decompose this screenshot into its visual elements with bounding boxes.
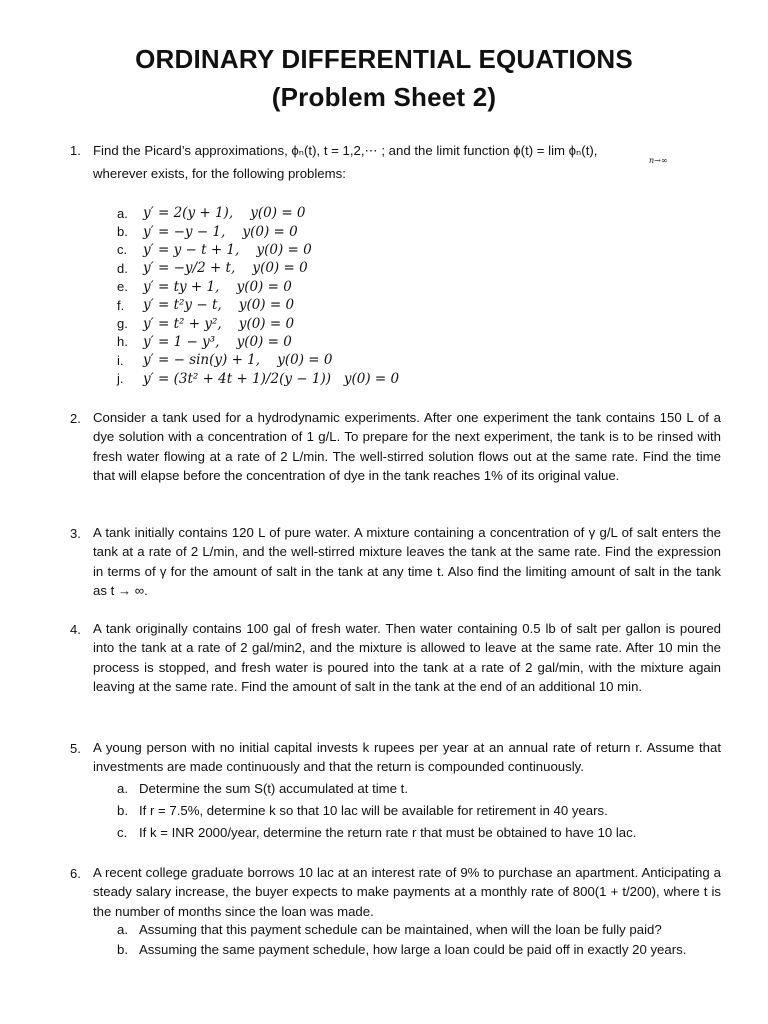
equation-expression: y′ = y − t + 1, y(0) = 0 [143, 241, 312, 258]
equation-expression: y′ = t² + y², y(0) = 0 [143, 315, 295, 332]
item-text: If r = 7.5%, determine k so that 10 lac will be available for retirement in 40 years. [139, 803, 608, 818]
page-subtitle: (Problem Sheet 2) [271, 82, 497, 112]
equation-label: h. [117, 334, 128, 350]
item-label: a. [117, 922, 128, 937]
problem-2-text: Consider a tank used for a hydrodynamic experiments. After one experiment the tank contains 150 L of a dye solution with a concentration of 1 g/L. To prepare for the next experiment, the tank is to be rinsed with fresh water flowing at a rate of 2 L/min. The well-stirred solution flows out at the same rate. Find the time that will elapse before the concentration of dye in the tank reaches 1% of its original value. [93, 410, 721, 483]
equation-label: d. [117, 260, 128, 276]
item-label: c. [117, 825, 128, 840]
limit-subscript: n→∞ [649, 156, 668, 165]
equation-label: e. [117, 279, 128, 295]
equation-item [117, 278, 399, 296]
problem-5-text: A young person with no initial capital invests k rupees per year at an annual rate of return r. Assume that investments are made continuously and that the return is compounded continuously. [93, 740, 721, 775]
item-label: a. [117, 781, 128, 796]
problem-1-line1-text: Find the Picard’s approximations, ϕₙ(t), t = 1,2,⋯ ; and the limit function ϕ(t) = lim ϕₙ(t), [93, 143, 598, 158]
problem-6-item [117, 942, 686, 957]
equation-expression: y′ = 2(y + 1), y(0) = 0 [143, 205, 306, 222]
item-text: Assuming the same payment schedule, how large a loan could be paid off in exactly 20 years. [139, 942, 687, 957]
item-text: If k = INR 2000/year, determine the return rate r that must be obtained to have 10 lac. [139, 825, 637, 840]
problem-1-equation-list [117, 204, 399, 388]
equation-expression: y′ = ty + 1, y(0) = 0 [143, 278, 292, 295]
item-label: b. [117, 942, 128, 957]
equation-expression: y′ = −y/2 + t, y(0) = 0 [143, 260, 308, 277]
problem-5-item [117, 781, 408, 796]
equation-item [117, 314, 399, 332]
problem-5-item [117, 803, 608, 818]
problem-1-number: 1. [70, 143, 81, 158]
equation-label: b. [117, 224, 128, 240]
problem-2-number: 2. [70, 411, 81, 426]
problem-4-text: A tank originally contains 100 gal of fresh water. Then water containing 0.5 lb of salt per gallon is poured into the tank at a rate of 2 gal/min2, and the mixture is allowed to leave at the same rate. After 10 min the process is stopped, and fresh water is poured into the tank at a rate of 2 gal/min, with the mixture again leaving at the same rate. Find the amount of salt in the tank at the end of an additional 10 min. [93, 621, 721, 694]
equation-item [117, 333, 399, 351]
equation-expression: y′ = 1 − y³, y(0) = 0 [143, 333, 292, 350]
problem-6-item [117, 922, 662, 937]
item-label: b. [117, 803, 128, 818]
equation-item [117, 241, 399, 259]
equation-expression: y′ = − sin(y) + 1, y(0) = 0 [143, 352, 333, 369]
equation-item [117, 222, 399, 240]
problem-1-line1 [93, 141, 721, 160]
equation-expression: y′ = t²y − t, y(0) = 0 [143, 297, 295, 314]
problem-5-number: 5. [70, 741, 81, 756]
page-title: ORDINARY DIFFERENTIAL EQUATIONS [135, 44, 633, 74]
equation-label: a. [117, 205, 128, 221]
equation-label: g. [117, 316, 128, 332]
item-text: Determine the sum S(t) accumulated at time t. [139, 781, 408, 796]
equation-item [117, 296, 399, 314]
equation-expression: y′ = −y − 1, y(0) = 0 [143, 223, 298, 240]
equation-item [117, 204, 399, 222]
problem-3-text: A tank initially contains 120 L of pure water. A mixture containing a concentration of γ g/L of salt enters the tank at a rate of 2 L/min, and the well-stirred mixture leaves the tank at the same rate. Find the expression in terms of γ for the amount of salt in the tank at any time t. Also find the limiting amount of salt in the tank as t → ∞. [93, 525, 721, 598]
equation-expression: y′ = (3t² + 4t + 1)/2(y − 1)) y(0) = 0 [143, 370, 400, 387]
equation-label: j. [117, 371, 124, 387]
problem-5-item [117, 825, 636, 840]
problem-4-number: 4. [70, 622, 81, 637]
equation-item [117, 370, 399, 388]
equation-label: c. [117, 242, 128, 258]
problem-6-number: 6. [70, 866, 81, 881]
problem-1-line2: wherever exists, for the following problems: [93, 166, 346, 181]
equation-label: i. [117, 352, 124, 368]
equation-label: f. [117, 297, 125, 313]
equation-item [117, 259, 399, 277]
problem-3-number: 3. [70, 526, 81, 541]
equation-item [117, 351, 399, 369]
item-text: Assuming that this payment schedule can be maintained, when will the loan be fully paid? [139, 922, 662, 937]
problem-6-text: A recent college graduate borrows 10 lac at an interest rate of 9% to purchase an apartment. Anticipating a steady salary increase, the buyer expects to make payments at a monthly rate of 800(1 + t/200), where t is the number of months since the loan was made. [93, 865, 721, 919]
